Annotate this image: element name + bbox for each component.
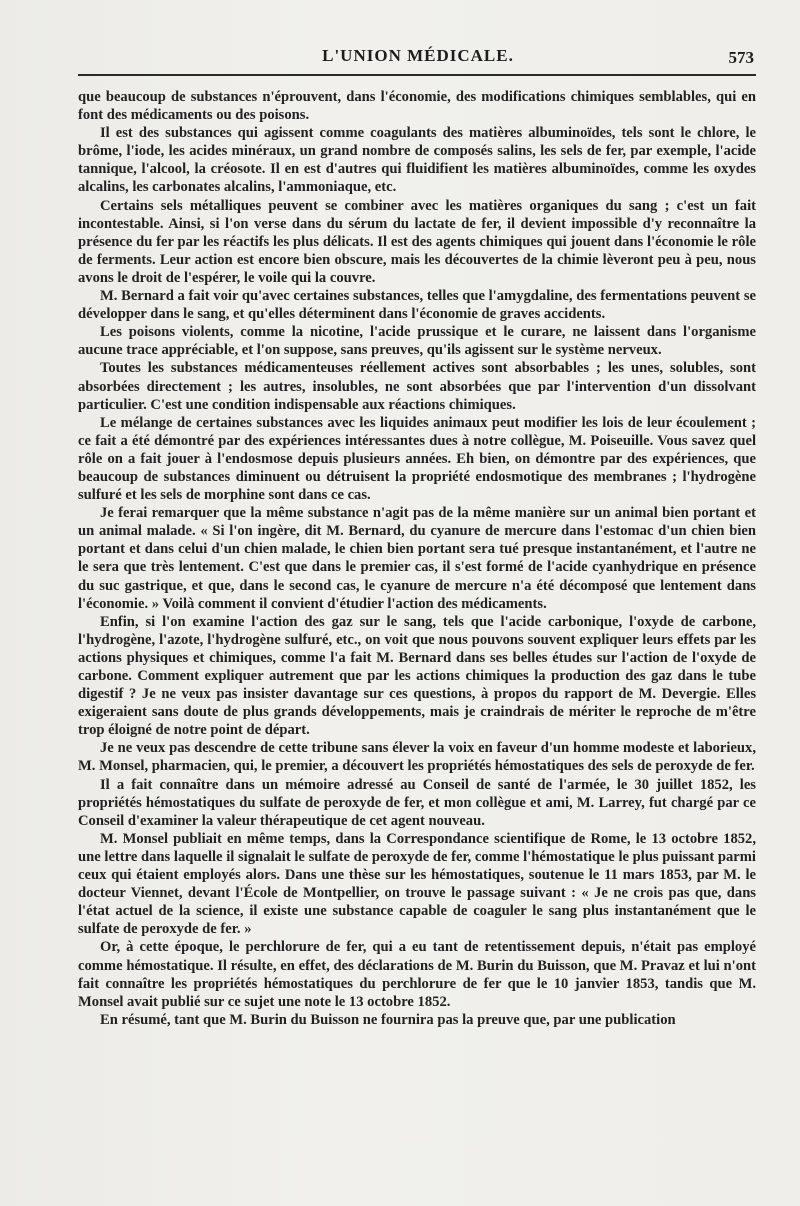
paragraph: En résumé, tant que M. Burin du Buisson ne fournira pas la preuve que, par une publication [100, 1011, 676, 1028]
paragraph: Il a fait connaître dans un mémoire adressé au Conseil de santé de l'armée, le 30 juillet 1852, les propriétés hémostatiques du sulfate de peroxyde de fer, et mon collègue et ami, M. Larrey, fut chargé par ce Conseil d'examiner la valeur thérapeutique de cet agent nouveau. [78, 776, 756, 829]
paragraph: Je ne veux pas descendre de cette tribune sans élever la voix en faveur d'un homme modeste et laborieux, M. Monsel, pharmacien, qui, le premier, a découvert les propriétés hémostatiques des sels de peroxyde de fer. [78, 740, 756, 775]
journal-title: L'UNION MÉDICALE. [322, 46, 514, 65]
paragraph: Enfin, si l'on examine l'action des gaz sur le sang, tels que l'acide carbonique, l'oxyde de carbone, l'hydrogène, l'azote, l'hydrogène sulfuré, etc., on voit que nous pouvons souvent expliquer leurs effets par les actions physiques et chimiques, comme l'a fait M. Bernard dans ses belles études sur l'action de l'oxyde de carbone. Comment expliquer autrement que par les actions chimiques la production des gaz dans le tube digestif ? Je ne veux pas insister davantage sur ces questions, à propos du rapport de M. Devergie. Elles exigeraient sans doute de plus grands développements, mais je craindrais de mériter le reproche de m'être trop éloigné de notre point de départ. [78, 613, 756, 739]
paragraph: M. Monsel publiait en même temps, dans la Correspondance scientifique de Rome, le 13 octobre 1852, une lettre dans laquelle il signalait le sulfate de peroxyde de fer, comme l'hémostatique le plus puissant parmi ceux qui étaient employés alors. Dans une thèse sur les hémostatiques, soutenue le 11 mars 1853, par M. le docteur Viennet, devant l'École de Montpellier, on trouve le passage suivant : « Je ne crois pas que, dans l'état actuel de la science, il existe une substance capable de coaguler le sang plus instantanément que le sulfate de peroxyde de fer. » [78, 830, 756, 938]
article-body [78, 88, 756, 1029]
page-number: 573 [728, 48, 754, 67]
running-header [80, 44, 756, 74]
paragraph: Le mélange de certaines substances avec les liquides animaux peut modifier les lois de leur écoulement ; ce fait a été démontré par des expériences intéressantes dues à notre collègue, M. Poiseuille. Vous savez quel rôle on a fait jouer à l'endosmose depuis plusieurs années. Eh bien, on démontre par des expériences, que beaucoup de substances diminuent ou détruisent la propriété endosmotique des membranes ; l'hydrogène sulfuré et les sels de morphine sont dans ce cas. [78, 414, 756, 504]
paragraph: Il est des substances qui agissent comme coagulants des matières albuminoïdes, tels sont le chlore, le brôme, l'iode, les acides minéraux, un grand nombre de composés salins, les sels de fer, par exemple, l'acide tannique, l'alcool, la créosote. Il en est d'autres qui fluidifient les matières albuminoïdes, comme les oxydes alcalins, les carbonates alcalins, l'ammoniaque, etc. [78, 125, 756, 196]
paragraph: Toutes les substances médicamenteuses réellement actives sont absorbables ; les unes, solubles, sont absorbées directement ; les autres, insolubles, ne sont absorbées que par l'intervention d'un dissolvant particulier. C'est une condition indispensable aux réactions chimiques. [78, 360, 756, 413]
paragraph: Certains sels métalliques peuvent se combiner avec les matières organiques du sang ; c'est un fait incontestable. Ainsi, si l'on verse dans du sérum du lactate de fer, il devient impossible d'y reconnaître la présence du fer par les réactifs les plus délicats. Il est des agents chimiques qui jouent dans l'économie le rôle de ferments. Leur action est encore bien obscure, mais les découvertes de la chimie lèveront peu à peu, nous avons le droit de l'espérer, le voile qui la couvre. [78, 197, 756, 286]
paragraph: M. Bernard a fait voir qu'avec certaines substances, telles que l'amygdaline, des fermentations peuvent se développer dans le sang, et qu'elles déterminent dans l'économie de graves accidents. [78, 288, 756, 323]
paragraph: que beaucoup de substances n'éprouvent, dans l'économie, des modifications chimiques semblables, qui en font des médicaments ou des poisons. [78, 89, 756, 124]
paragraph: Or, à cette époque, le perchlorure de fer, qui a eu tant de retentissement depuis, n'était pas employé comme hémostatique. Il résulte, en effet, des déclarations de M. Burin du Buisson, que M. Pravaz et lui n'ont fait connaître les propriétés hémostatiques du perchlorure de fer que le 10 janvier 1853, tandis que M. Monsel avait publié sur ce sujet une note le 13 octobre 1852. [78, 939, 756, 1010]
paragraph: Les poisons violents, comme la nicotine, l'acide prussique et le curare, ne laissent dans l'organisme aucune trace appréciable, et l'on suppose, sans preuves, qu'ils agissent sur le système nerveux. [78, 324, 756, 359]
paragraph: Je ferai remarquer que la même substance n'agit pas de la même manière sur un animal bien portant et un animal malade. « Si l'on ingère, dit M. Bernard, du cyanure de mercure dans l'estomac d'un chien bien portant et dans celui d'un chien malade, le chien bien portant sera tué presque instantanément, et l'autre ne le sera que très lentement. C'est que dans le premier cas, il s'est formé de l'acide cyanhydrique en présence du suc gastrique, et que, dans le second cas, le cyanure de mercure n'a été décomposé que lentement dans l'économie. » Voilà comment il convient d'étudier l'action des médicaments. [78, 505, 756, 612]
header-rule [78, 74, 756, 76]
